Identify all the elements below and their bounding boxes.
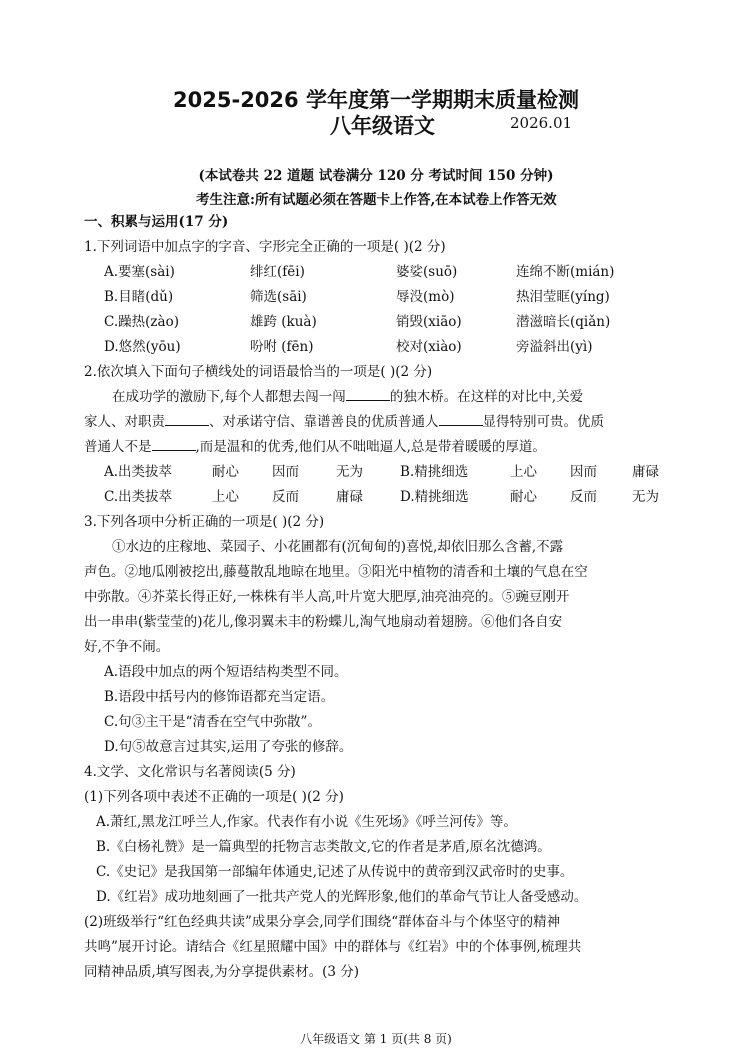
q2-cell: 因而 bbox=[570, 464, 597, 480]
q3-paragraph-line: 好,不争不闹。 bbox=[84, 639, 170, 655]
q3-paragraph-line: ①水边的庄稼地、菜园子、小花圃都有(沉甸甸的)喜悦,却依旧那么含蓄,不露 bbox=[112, 539, 564, 555]
q2-text: 在成功学的激励下,每个人都想去闯一闯 bbox=[112, 389, 346, 405]
q2-paragraph-line bbox=[84, 435, 546, 455]
q4-option: A.萧红,黑龙江呼兰人,作家。代表作有小说《生死场》《呼兰河传》等。 bbox=[96, 814, 517, 830]
q1-cell: D.悠然(yōu) bbox=[104, 339, 181, 355]
q1-cell: 连绵不断(mián) bbox=[516, 264, 615, 280]
q2-cell: 耐心 bbox=[212, 464, 239, 480]
q2-text: ,而是温和的优秀,他们从不咄咄逼人,总是带着暖暖的厚道。 bbox=[195, 439, 546, 455]
exam-subtitle: 八年级语文 bbox=[330, 114, 435, 138]
q1-cell: C.躁热(zào) bbox=[104, 314, 179, 330]
q2-cell: 无为 bbox=[336, 464, 363, 480]
q3-paragraph-line: 中弥散。④芥菜长得正好,一株株有半人高,叶片宽大肥厚,油亮油亮的。⑤豌豆刚开 bbox=[84, 589, 570, 605]
q2-text: 普通人不是 bbox=[84, 439, 152, 455]
q3-paragraph-line: 声色。②地瓜刚被挖出,藤蔓散乱地晾在地里。③阳光中植物的清香和土壤的气息在空 bbox=[84, 564, 588, 580]
q2-text: 家人、对职责 bbox=[84, 414, 165, 430]
q4-option: B.《白杨礼赞》是一篇典型的托物言志类散文,它的作者是茅盾,原名沈德鸿。 bbox=[96, 839, 551, 855]
q3-paragraph-line: 出一串串(紫莹莹的)花儿,像羽翼未丰的粉蝶儿,淘气地扇动着翅膀。⑥他们各自安 bbox=[84, 614, 563, 630]
exam-notice: 考生注意:所有试题必须在答题卡上作答,在本试卷上作答无效 bbox=[196, 192, 557, 208]
q1-cell: 校对(xiào) bbox=[396, 339, 462, 355]
page-footer: 八年级语文 第 1 页(共 8 页) bbox=[300, 1032, 452, 1046]
q1-cell: A.要塞(sài) bbox=[104, 264, 175, 280]
q3-option: A.语段中加点的两个短语结构类型不同。 bbox=[104, 664, 348, 680]
fill-blank bbox=[152, 438, 196, 451]
exam-info: (本试卷共 22 道题 试卷满分 120 分 考试时间 150 分钟) bbox=[198, 168, 554, 184]
q1-stem: 1.下列词语中加点字的字音、字形完全正确的一项是( )(2 分) bbox=[84, 239, 446, 255]
q2-paragraph-line bbox=[84, 410, 604, 430]
q3-option: B.语段中括号内的修饰语都充当定语。 bbox=[104, 689, 335, 705]
fill-blank bbox=[346, 388, 390, 401]
q1-cell: 吩咐 (fēn) bbox=[250, 339, 314, 355]
q2-text: 显得特别可贵。优质 bbox=[482, 414, 604, 430]
q4-subquestion-2: 同精神品质,填写图表,为分享提供素材。(3 分) bbox=[84, 964, 359, 980]
q4-subquestion-2: 共鸣”展开讨论。请结合《红星照耀中国》中的群体与《红岩》中的个体事例,梳理共 bbox=[84, 939, 582, 955]
q2-cell: 因而 bbox=[272, 464, 299, 480]
q1-cell: 潜滋暗长(qiǎn) bbox=[516, 314, 611, 330]
q3-stem: 3.下列各项中分析正确的一项是( )(2 分) bbox=[84, 514, 325, 530]
fill-blank bbox=[165, 413, 209, 426]
exam-date: 2026.01 bbox=[510, 114, 573, 132]
q2-cell: B.精挑细选 bbox=[400, 464, 469, 480]
q4-option: C.《史记》是我国第一部编年体通史,记述了从传说中的黄帝到汉武帝时的史事。 bbox=[96, 864, 574, 880]
q2-cell: 庸碌 bbox=[632, 464, 659, 480]
q2-cell: D.精挑细选 bbox=[400, 489, 469, 505]
q1-cell: 热泪莹眶(yíng) bbox=[516, 289, 610, 305]
q2-cell: 上心 bbox=[212, 489, 239, 505]
q3-option: D.句⑤故意言过其实,运用了夸张的修辞。 bbox=[104, 739, 353, 755]
q1-cell: 辱没(mò) bbox=[396, 289, 455, 305]
q1-cell: 婆娑(suō) bbox=[396, 264, 458, 280]
q1-cell: B.目睹(dǔ) bbox=[104, 289, 174, 305]
exam-title: 2025-2026 学年度第一学期期末质量检测 bbox=[173, 88, 579, 112]
q2-paragraph-line bbox=[112, 385, 583, 405]
q4-subquestion-1: (1)下列各项中表述不正确的一项是( )(2 分) bbox=[84, 789, 344, 805]
q4-subquestion-2: (2)班级举行“红色经典共读”成果分享会,同学们围绕“群体奋斗与个体坚守的精神 bbox=[84, 914, 561, 930]
q2-text: 的独木桥。在这样的对比中,关爱 bbox=[389, 389, 584, 405]
q2-cell: A.出类拔萃 bbox=[104, 464, 173, 480]
section-title: 一、积累与运用(17 分) bbox=[84, 214, 229, 230]
q4-option: D.《红岩》成功地刻画了一批共产党人的光辉形象,他们的革命气节让人备受感动。 bbox=[96, 889, 588, 905]
q2-text: 、对承诺守信、靠谱善良的优质普通人 bbox=[209, 414, 439, 430]
q3-option: C.句③主干是“清香在空气中弥散”。 bbox=[104, 714, 321, 730]
q1-cell: 筛选(sāi) bbox=[250, 289, 307, 305]
q1-cell: 旁溢斜出(yì) bbox=[516, 339, 593, 355]
q2-cell: 反而 bbox=[570, 489, 597, 505]
q4-stem: 4.文学、文化常识与名著阅读(5 分) bbox=[84, 764, 296, 780]
q1-cell: 绯红(fēi) bbox=[250, 264, 305, 280]
q2-cell: 上心 bbox=[510, 464, 537, 480]
q2-cell: 无为 bbox=[632, 489, 659, 505]
q2-cell: 庸碌 bbox=[336, 489, 363, 505]
q1-cell: 销毁(xiāo) bbox=[396, 314, 462, 330]
q2-cell: 耐心 bbox=[510, 489, 537, 505]
q2-cell: 反而 bbox=[272, 489, 299, 505]
q2-stem: 2.依次填入下面句子横线处的词语最恰当的一项是( )(2 分) bbox=[84, 364, 433, 380]
q2-cell: C.出类拔萃 bbox=[104, 489, 173, 505]
q1-cell: 雄跨 (kuà) bbox=[250, 314, 317, 330]
fill-blank bbox=[439, 413, 483, 426]
